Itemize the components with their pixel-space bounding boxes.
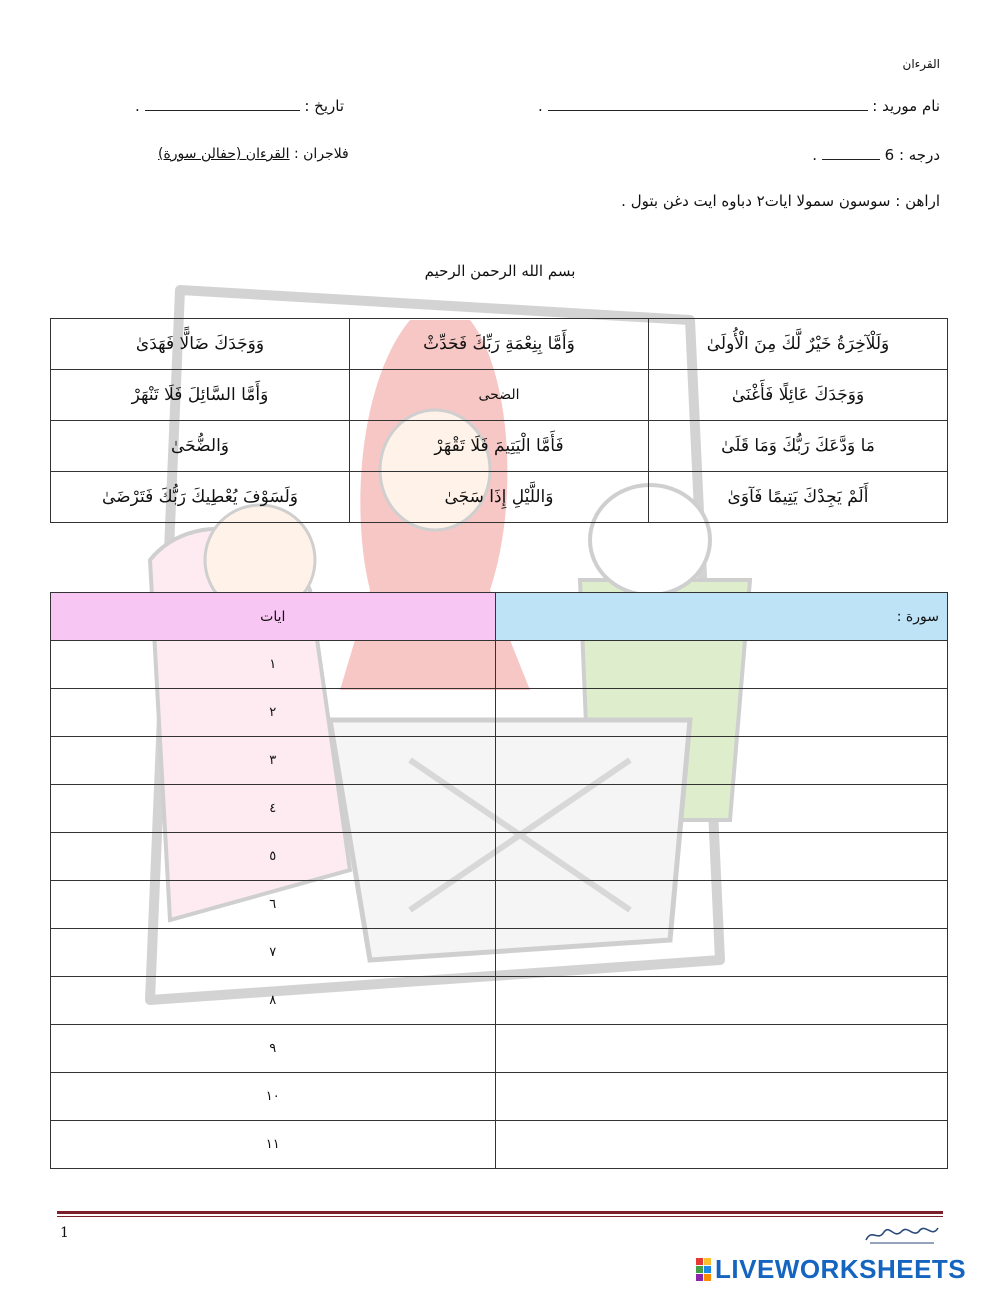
footer-divider [57, 1211, 943, 1214]
verse-card[interactable]: وَلَلْآخِرَةُ خَيْرٌ لَّكَ مِنَ الْأُولَىٰ [649, 319, 948, 370]
verse-drop-slot[interactable] [495, 1121, 947, 1169]
table-row [51, 737, 948, 785]
verse-number: ٤ [51, 785, 496, 833]
verse-number: ٨ [51, 977, 496, 1025]
liveworksheets-logo [696, 1254, 966, 1284]
verse-row [51, 472, 948, 523]
verse-drop-slot[interactable] [495, 977, 947, 1025]
verse-card[interactable]: الضحى [350, 370, 649, 421]
grade-label: درجه : 6 [884, 146, 940, 164]
verse-drop-slot[interactable] [495, 641, 947, 689]
table-row [51, 641, 948, 689]
verse-card[interactable]: أَلَمْ يَجِدْكَ يَتِيمًا فَآوَىٰ [649, 472, 948, 523]
student-name-row: نام موريد : . [537, 97, 940, 115]
grade-row: درجه : 6 . [812, 146, 940, 164]
verse-drop-slot[interactable] [495, 833, 947, 881]
student-name-field[interactable] [548, 96, 868, 111]
verse-drop-slot[interactable] [495, 785, 947, 833]
date-label: تاريخ : [304, 97, 345, 115]
verse-number: ١ [51, 641, 496, 689]
table-row [51, 881, 948, 929]
verse-drop-slot[interactable] [495, 1025, 947, 1073]
verse-number: ٥ [51, 833, 496, 881]
answer-table-header [51, 593, 948, 641]
verse-row [51, 370, 948, 421]
verse-number: ٧ [51, 929, 496, 977]
verse-card[interactable]: وَأَمَّا بِنِعْمَةِ رَبِّكَ فَحَدِّثْ [350, 319, 649, 370]
grade-class-field[interactable] [822, 145, 880, 160]
page-number: 1 [60, 1225, 69, 1241]
verse-drop-slot[interactable] [495, 689, 947, 737]
topic-value: القرءان (حفالن سورة) [158, 146, 290, 162]
topic-row [158, 146, 349, 162]
footer-divider-thin [57, 1216, 943, 1217]
liveworksheets-logo-icon [696, 1258, 711, 1281]
student-name-label: نام موريد : [872, 97, 940, 115]
verse-drop-slot[interactable] [495, 1073, 947, 1121]
verse-number: ١٠ [51, 1073, 496, 1121]
topic-label: فلاجران : [293, 146, 349, 162]
verse-card[interactable]: مَا وَدَّعَكَ رَبُّكَ وَمَا قَلَىٰ [649, 421, 948, 472]
verse-number: ٢ [51, 689, 496, 737]
table-row [51, 1025, 948, 1073]
verse-drop-slot[interactable] [495, 929, 947, 977]
calligraphy-signature-icon [862, 1222, 942, 1246]
verse-card[interactable]: وَوَجَدَكَ ضَالًّا فَهَدَىٰ [51, 319, 350, 370]
table-row [51, 1121, 948, 1169]
date-row: تاريخ : . [135, 97, 345, 115]
ayat-header: ايات [51, 593, 496, 641]
table-row [51, 689, 948, 737]
table-row [51, 977, 948, 1025]
verse-options-grid [50, 318, 948, 523]
date-field[interactable] [145, 96, 300, 111]
table-row [51, 929, 948, 977]
verse-card[interactable]: وَاللَّيْلِ إِذَا سَجَىٰ [350, 472, 649, 523]
liveworksheets-wordmark: LIVEWORKSHEETS [715, 1253, 967, 1284]
verse-number: ١١ [51, 1121, 496, 1169]
verse-drop-slot[interactable] [495, 881, 947, 929]
verse-number: ٣ [51, 737, 496, 785]
verse-card[interactable]: وَالضُّحَىٰ [51, 421, 350, 472]
verse-card[interactable]: وَوَجَدَكَ عَائِلًا فَأَغْنَىٰ [649, 370, 948, 421]
basmala: بسم الله الرحمن الرحيم [424, 262, 576, 280]
verse-drop-slot[interactable] [495, 737, 947, 785]
verse-number: ٦ [51, 881, 496, 929]
table-row [51, 833, 948, 881]
verse-card[interactable]: وَلَسَوْفَ يُعْطِيكَ رَبُّكَ فَتَرْضَىٰ [51, 472, 350, 523]
table-row [51, 785, 948, 833]
verse-card[interactable]: فَأَمَّا الْيَتِيمَ فَلَا تَقْهَرْ [350, 421, 649, 472]
subject-label: القرءان [902, 57, 940, 71]
verse-row [51, 421, 948, 472]
verse-number: ٩ [51, 1025, 496, 1073]
verse-card[interactable]: وَأَمَّا السَّائِلَ فَلَا تَنْهَرْ [51, 370, 350, 421]
answer-table [50, 592, 948, 1169]
surah-header: سورة : [495, 593, 947, 641]
verse-row [51, 319, 948, 370]
table-row [51, 1073, 948, 1121]
instruction-text: اراهن : سوسون سمولا ايات٢ دباوه ايت دغن بتول . [621, 192, 940, 210]
